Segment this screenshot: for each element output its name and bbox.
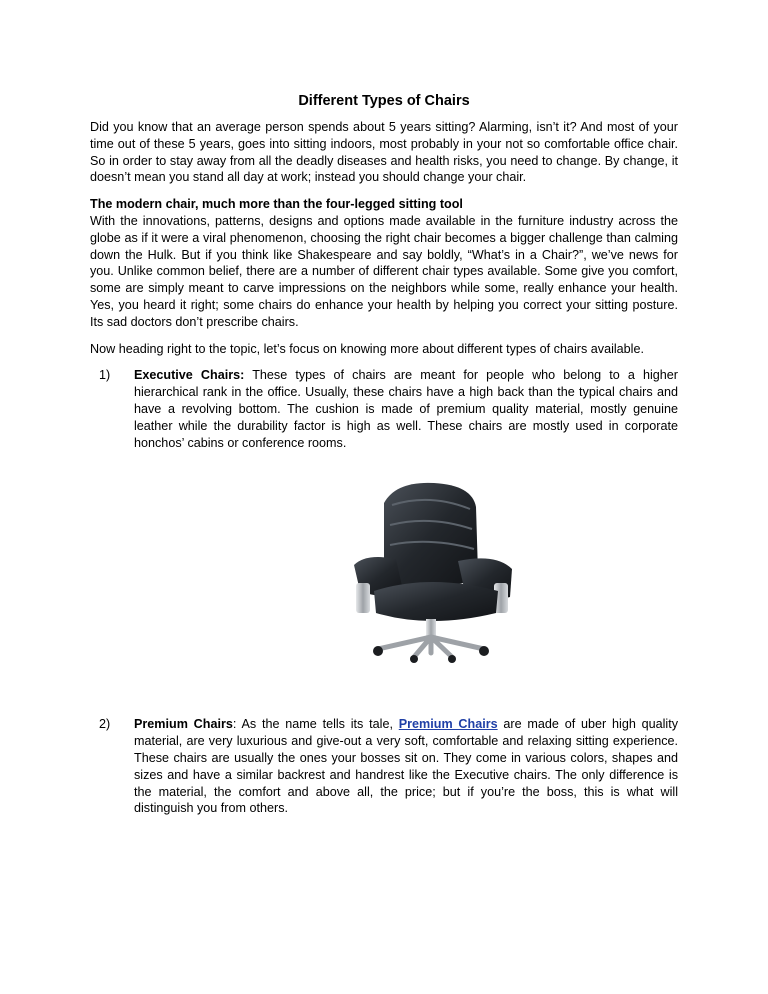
transition-paragraph: Now heading right to the topic, let’s focus on knowing more about different types of chairs available. [90,341,644,356]
chair-illustration [326,473,536,663]
section-heading: The modern chair, much more than the four-legged sitting tool [90,197,463,212]
list-item-text: These types of chairs are meant for people who belong to a higher hierarchical rank in the office. Usually, these chairs have a high back than the typical chairs and have a revolving bottom. The cushion is made of premium quality material, mostly genuine leather while the durability factor is high as well. These chairs are mostly used in corporate honchos’ cabins or conference rooms. [134,368,678,450]
document-title: Different Types of Chairs [298,93,470,109]
section-body: With the innovations, patterns, designs and options made available in the furniture industry across the globe as if it were a viral phenomenon, choosing the right chair becomes a bigger challenge than calming down the Hulk. But if you think like Shakespeare and say boldly, “What’s in a Chair?”, we’ve news for you. Unlike common belief, there are a number of different chair types available. Some give you comfort, some are simply meant to carve impressions on the neighbors while some, really enhance your health. Yes, you heard it right; some chairs do enhance your health by helping you correct your sitting posture. Its sad doctors don’t prescribe chairs. [90,213,678,329]
list-number: 1) [99,368,111,383]
list-item-premium-chairs [90,716,678,817]
list-item-text-b: are made of uber high quality material, are very luxurious and give-out a very soft, comfortable and relaxing sitting experience. These chairs are usually the ones your bosses sit on. They come in various colors, shapes and sizes and have a similar backrest and handrest like the Executive chairs. The only difference is the material, the comfort and above all, the price; but if you’re the boss, this is what will distinguish you from others. [134,717,679,816]
intro-paragraph: Did you know that an average person spends about 5 years sitting? Alarming, isn’t it? And most of your time out of these 5 years, goes into sitting indoors, most probably in your not so comfortable office chair. So in order to stay away from all the deadly diseases and health risks, you need to change. By change, it doesn’t mean you stand all day at work; instead you should change your chair. [90,120,678,185]
list-item-executive-chairs [90,367,678,663]
executive-chair-image [326,473,536,663]
list-item-lead: Premium Chairs [134,717,233,732]
list-item-text-a: : As the name tells its tale, [232,717,399,732]
list-number: 2) [99,717,111,732]
chair-types-list [90,367,678,817]
list-item-lead: Executive Chairs: [134,368,245,383]
premium-chairs-link[interactable]: Premium Chairs [398,717,498,732]
document-page [90,92,678,817]
section-paragraph [90,196,678,330]
